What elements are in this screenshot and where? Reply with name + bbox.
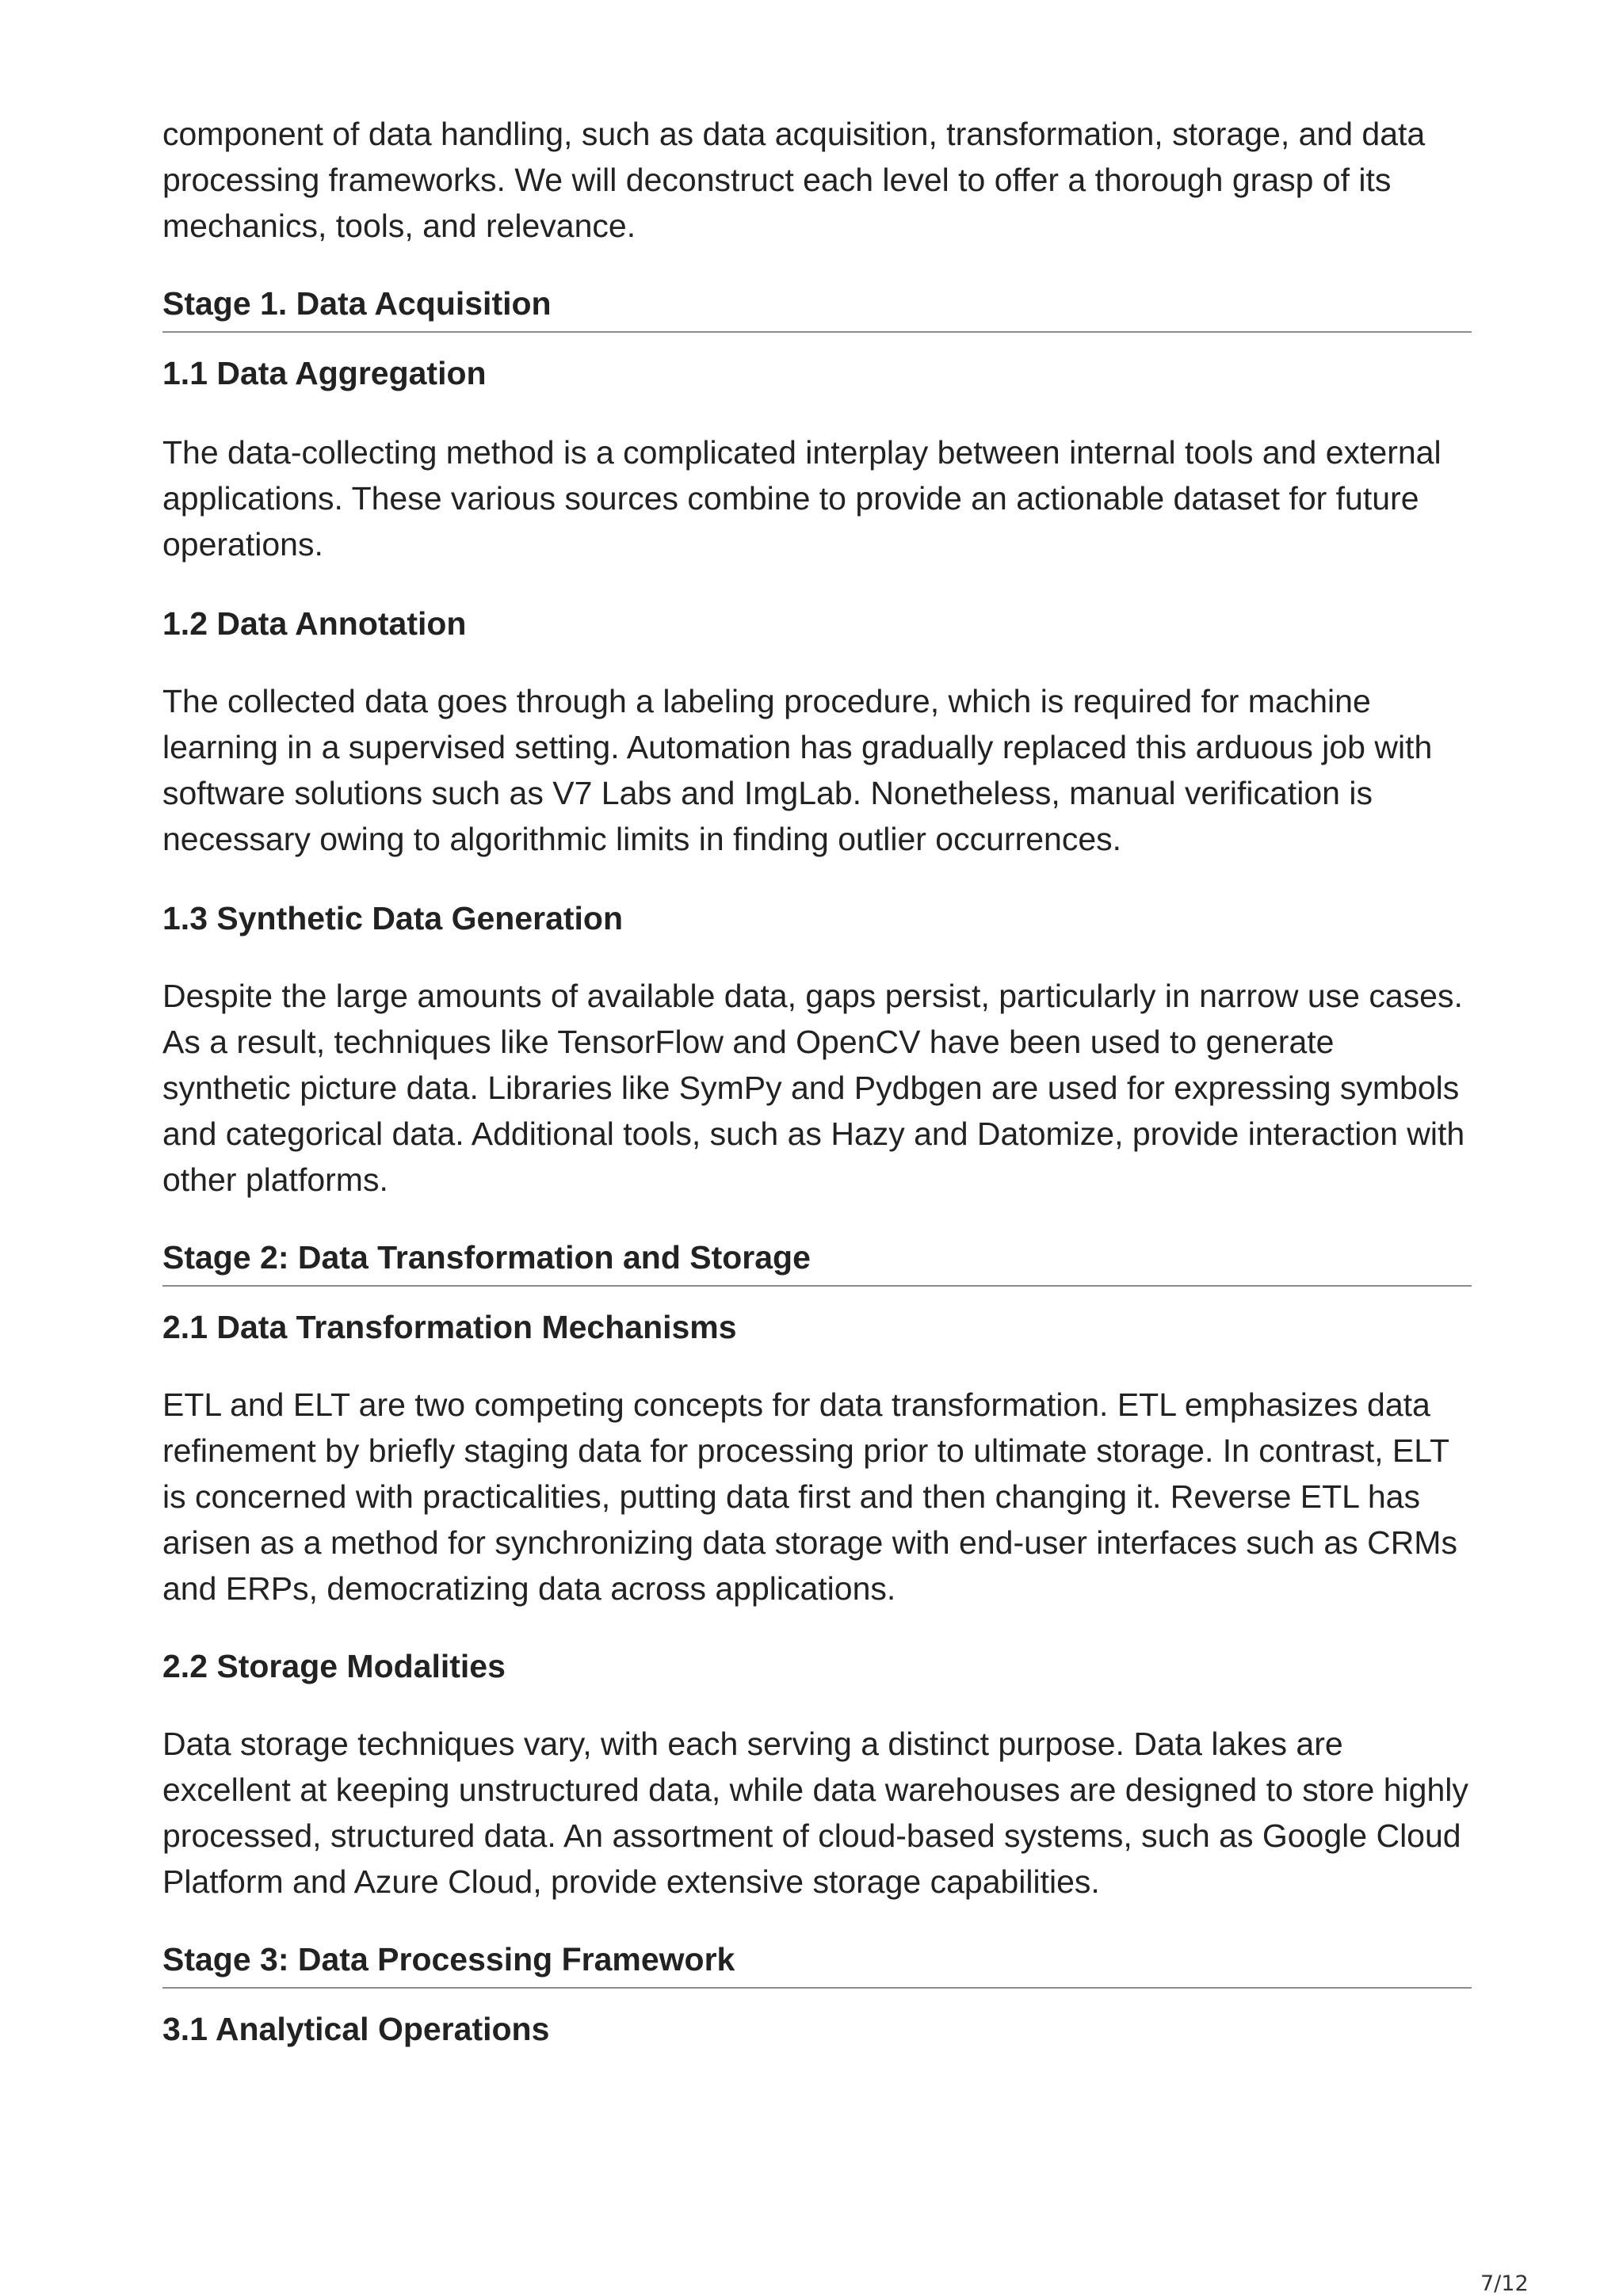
stage-1-heading: Stage 1. Data Acquisition — [162, 280, 1472, 333]
document-body — [162, 111, 1470, 2052]
section-1-2-paragraph: The collected data goes through a labeling procedure, which is required for machine learning in a supervised setting. Automation has gradually replaced this arduous job with software solutions such as V7 Labs and ImgLab. Nonetheless, manual verification is necessary owing to algorithmic limits in finding outlier occurrences. — [162, 683, 1433, 857]
section-1-2-heading: 1.2 Data Annotation — [162, 605, 467, 642]
page-number: 7/12 — [1480, 2271, 1529, 2296]
section-1-3-paragraph: Despite the large amounts of available data, gaps persist, particularly in narrow use cases. As a result, techniques like TensorFlow and OpenCV have been used to generate synthetic picture data. Libraries like SymPy and Pydbgen are used for expressing symbols and categorical data. Additional tools, such as Hazy and Datomize, provide interaction with other platforms. — [162, 978, 1465, 1198]
section-1-1-paragraph: The data-collecting method is a complicated interplay between internal tools and external applications. These various sources combine to provide an actionable dataset for future operations. — [162, 434, 1442, 563]
stage-2-heading: Stage 2: Data Transformation and Storage — [162, 1234, 1472, 1287]
stage-3-heading: Stage 3: Data Processing Framework — [162, 1936, 1472, 1989]
section-2-2-paragraph: Data storage techniques vary, with each serving a distinct purpose. Data lakes are excellent at keeping unstructured data, while data warehouses are designed to store highly processed, structured data. An assortment of cloud-based systems, such as Google Cloud Platform and Azure Cloud, provide extensive storage capabilities. — [162, 1726, 1468, 1900]
section-3-1-heading: 3.1 Analytical Operations — [162, 2011, 550, 2047]
section-1-1-heading: 1.1 Data Aggregation — [162, 355, 487, 391]
section-2-1-paragraph: ETL and ELT are two competing concepts for data transformation. ETL emphasizes data refinement by briefly staging data for processing prior to ultimate storage. In contrast, ELT is concerned with practicalities, putting data first and then changing it. Reverse ETL has arisen as a method for synchronizing data storage with end-user interfaces such as CRMs and ERPs, democratizing data across applications. — [162, 1386, 1457, 1607]
section-1-3-heading: 1.3 Synthetic Data Generation — [162, 900, 624, 936]
section-2-1-heading: 2.1 Data Transformation Mechanisms — [162, 1309, 737, 1345]
intro-paragraph: component of data handling, such as data acquisition, transformation, storage, and data processing frameworks. We will deconstruct each level to offer a thorough grasp of its mechanics, tools, and relevance. — [162, 116, 1426, 244]
section-2-2-heading: 2.2 Storage Modalities — [162, 1648, 506, 1684]
